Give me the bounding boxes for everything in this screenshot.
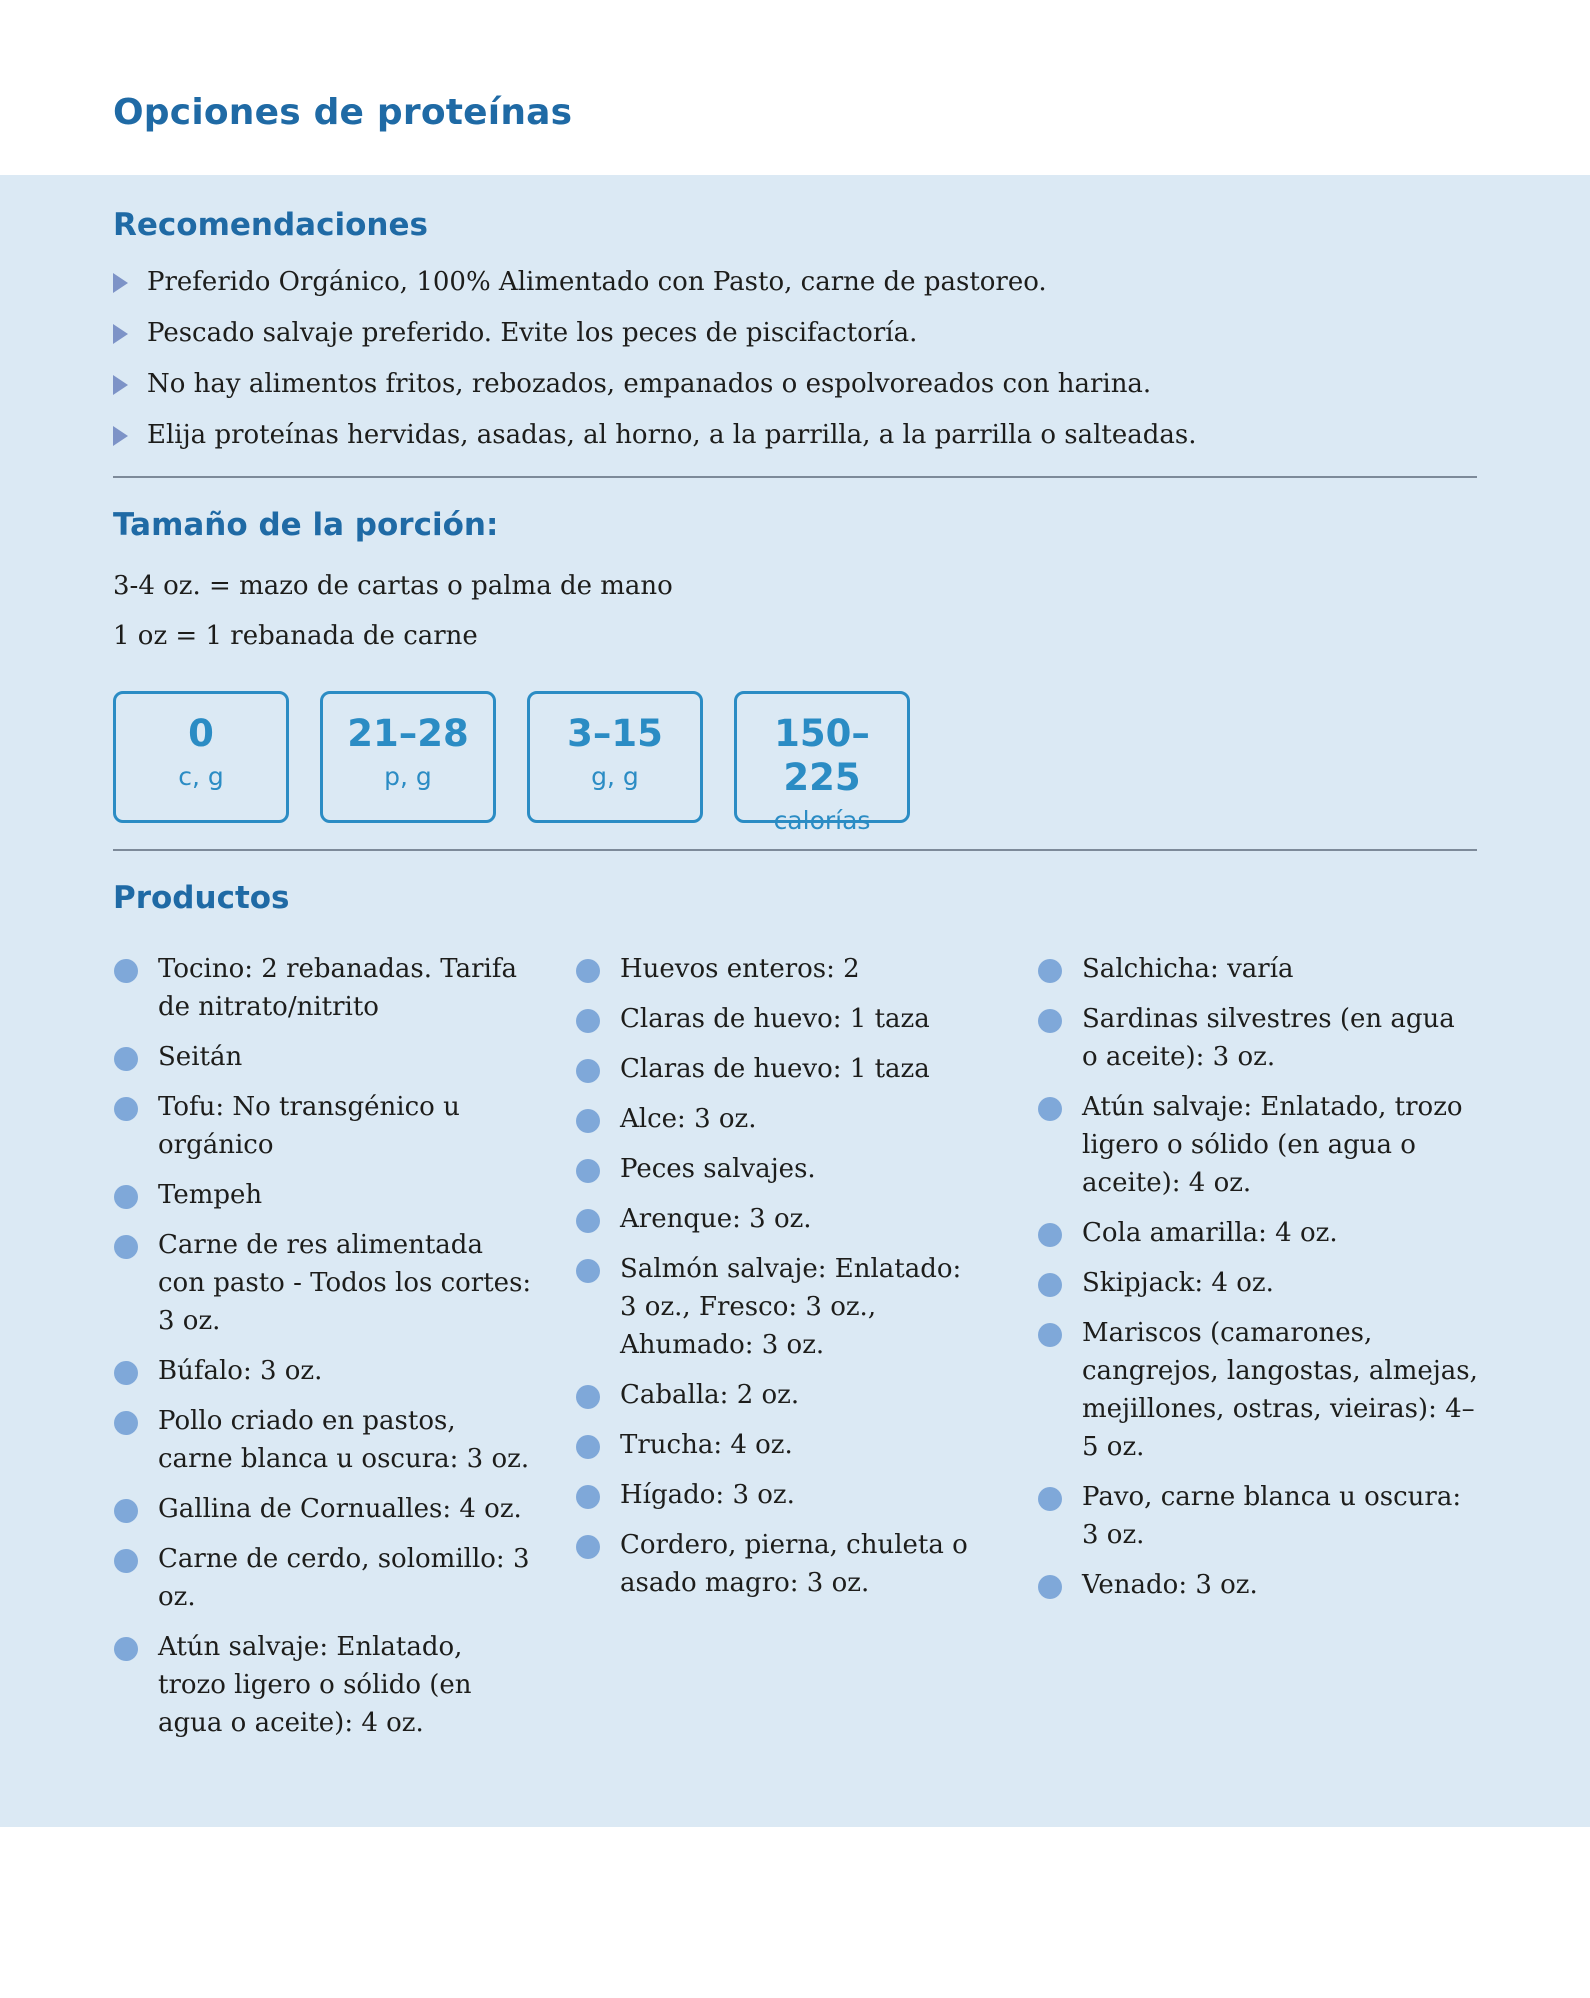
bullet-dot-icon bbox=[1038, 1009, 1062, 1033]
recommendation-item: Preferido Orgánico, 100% Alimentado con Pasto, carne de pastoreo. bbox=[113, 262, 1197, 313]
products-heading: Productos bbox=[113, 880, 290, 916]
recommendation-item: Pescado salvaje preferido. Evite los peces de piscifactoría. bbox=[113, 313, 1197, 364]
stat-label: calorías bbox=[773, 806, 871, 835]
bullet-dot-icon bbox=[114, 1097, 138, 1121]
recommendations-heading: Recomendaciones bbox=[113, 207, 428, 243]
bullet-dot-icon bbox=[576, 1209, 600, 1233]
product-item: Caballa: 2 oz. bbox=[576, 1376, 976, 1414]
bullet-dot-icon bbox=[576, 1435, 600, 1459]
bullet-dot-icon bbox=[576, 1259, 600, 1283]
product-item: Venado: 3 oz. bbox=[1038, 1566, 1478, 1604]
bullet-dot-icon bbox=[1038, 959, 1062, 983]
product-item: Alce: 3 oz. bbox=[576, 1100, 976, 1138]
product-item: Búfalo: 3 oz. bbox=[114, 1352, 534, 1390]
bullet-dot-icon bbox=[576, 1009, 600, 1033]
bullet-dot-icon bbox=[114, 1361, 138, 1385]
bullet-dot-icon bbox=[114, 1235, 138, 1259]
bullet-dot-icon bbox=[576, 959, 600, 983]
section-divider bbox=[113, 849, 1477, 851]
bullet-dot-icon bbox=[576, 1159, 600, 1183]
triangle-bullet-icon bbox=[113, 426, 128, 446]
portion-line: 1 oz = 1 rebanada de carne bbox=[113, 621, 478, 651]
bullet-dot-icon bbox=[576, 1385, 600, 1409]
stat-label: g, g bbox=[591, 762, 639, 791]
product-item: Atún salvaje: Enlatado, trozo ligero o sólido (en agua o aceite): 4 oz. bbox=[1038, 1088, 1478, 1202]
product-item: Cola amarilla: 4 oz. bbox=[1038, 1214, 1478, 1252]
product-item: Claras de huevo: 1 taza bbox=[576, 1000, 976, 1038]
product-item: Claras de huevo: 1 taza bbox=[576, 1050, 976, 1088]
bullet-dot-icon bbox=[576, 1485, 600, 1509]
bullet-dot-icon bbox=[114, 1047, 138, 1071]
section-divider bbox=[113, 476, 1477, 478]
product-item: Mariscos (camarones, cangrejos, langostas, almejas, mejillones, ostras, vieiras): 4–5 oz. bbox=[1038, 1314, 1478, 1466]
stat-value: 3–15 bbox=[567, 712, 663, 755]
product-item: Carne de cerdo, solomillo: 3 oz. bbox=[114, 1540, 534, 1616]
product-item: Carne de res alimentada con pasto - Todos los cortes: 3 oz. bbox=[114, 1226, 534, 1340]
product-item: Arenque: 3 oz. bbox=[576, 1200, 976, 1238]
bullet-dot-icon bbox=[114, 1499, 138, 1523]
bullet-dot-icon bbox=[1038, 1487, 1062, 1511]
bullet-dot-icon bbox=[1038, 1097, 1062, 1121]
product-item: Skipjack: 4 oz. bbox=[1038, 1264, 1478, 1302]
bullet-dot-icon bbox=[114, 1549, 138, 1573]
product-item: Tofu: No transgénico u orgánico bbox=[114, 1088, 534, 1164]
stat-protein bbox=[320, 691, 496, 823]
product-item: Atún salvaje: Enlatado, trozo ligero o sólido (en agua o aceite): 4 oz. bbox=[114, 1628, 534, 1742]
product-item: Gallina de Cornualles: 4 oz. bbox=[114, 1490, 534, 1528]
bullet-dot-icon bbox=[1038, 1273, 1062, 1297]
products-column-3 bbox=[1038, 950, 1478, 1616]
page-title: Opciones de proteínas bbox=[113, 92, 573, 133]
portion-line: 3-4 oz. = mazo de cartas o palma de mano bbox=[113, 571, 673, 601]
stat-value: 21–28 bbox=[347, 712, 469, 755]
product-item: Tempeh bbox=[114, 1176, 534, 1214]
bullet-dot-icon bbox=[1038, 1575, 1062, 1599]
product-item: Pollo criado en pastos, carne blanca u oscura: 3 oz. bbox=[114, 1402, 534, 1478]
bullet-dot-icon bbox=[114, 1637, 138, 1661]
bullet-dot-icon bbox=[576, 1109, 600, 1133]
product-item: Sardinas silvestres (en agua o aceite): 3 oz. bbox=[1038, 1000, 1478, 1076]
products-column-1 bbox=[114, 950, 534, 1754]
product-item: Tocino: 2 rebanadas. Tarifa de nitrato/nitrito bbox=[114, 950, 534, 1026]
product-item: Pavo, carne blanca u oscura: 3 oz. bbox=[1038, 1478, 1478, 1554]
bullet-dot-icon bbox=[114, 1185, 138, 1209]
product-item: Hígado: 3 oz. bbox=[576, 1476, 976, 1514]
recommendations-list bbox=[113, 262, 1197, 466]
recommendation-item: No hay alimentos fritos, rebozados, empanados o espolvoreados con harina. bbox=[113, 364, 1197, 415]
stat-label: p, g bbox=[384, 762, 432, 791]
recommendation-item: Elija proteínas hervidas, asadas, al horno, a la parrilla, a la parrilla o salteadas. bbox=[113, 415, 1197, 466]
bullet-dot-icon bbox=[576, 1535, 600, 1559]
triangle-bullet-icon bbox=[113, 324, 128, 344]
product-item: Seitán bbox=[114, 1038, 534, 1076]
product-item: Salchicha: varía bbox=[1038, 950, 1478, 988]
product-item: Peces salvajes. bbox=[576, 1150, 976, 1188]
stat-carbs bbox=[113, 691, 289, 823]
triangle-bullet-icon bbox=[113, 375, 128, 395]
product-item: Salmón salvaje: Enlatado: 3 oz., Fresco: 3 oz., Ahumado: 3 oz. bbox=[576, 1250, 976, 1364]
stat-calories bbox=[734, 691, 910, 835]
product-item: Trucha: 4 oz. bbox=[576, 1426, 976, 1464]
bullet-dot-icon bbox=[114, 1411, 138, 1435]
portion-heading: Tamaño de la porción: bbox=[113, 507, 499, 543]
stat-value: 0 bbox=[188, 712, 214, 755]
triangle-bullet-icon bbox=[113, 273, 128, 293]
bullet-dot-icon bbox=[114, 959, 138, 983]
product-item: Cordero, pierna, chuleta o asado magro: 3 oz. bbox=[576, 1526, 976, 1602]
bullet-dot-icon bbox=[1038, 1223, 1062, 1247]
stat-value: 150–225 bbox=[774, 712, 870, 799]
stat-label: c, g bbox=[178, 762, 224, 791]
products-column-2 bbox=[576, 950, 976, 1614]
product-item: Huevos enteros: 2 bbox=[576, 950, 976, 988]
bullet-dot-icon bbox=[1038, 1323, 1062, 1347]
bullet-dot-icon bbox=[576, 1059, 600, 1083]
stat-fat bbox=[527, 691, 703, 823]
